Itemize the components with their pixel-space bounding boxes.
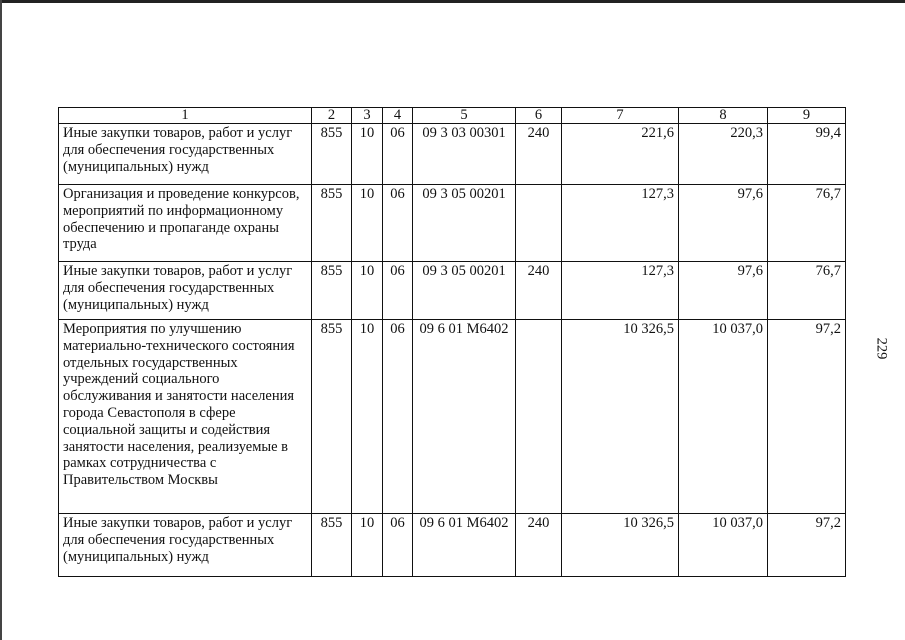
- cell-expense-type: 240: [516, 262, 562, 320]
- cell-target-article: 09 3 05 00201: [413, 262, 516, 320]
- cell-expense-type: [516, 185, 562, 262]
- row-name: Иные закупки товаров, работ и услуг для обеспечения государственных (муниципальных) нужд: [59, 262, 312, 320]
- cell-target-article: 09 3 03 00301: [413, 124, 516, 185]
- table-row: [59, 124, 846, 185]
- cell-planned: 221,6: [562, 124, 679, 185]
- cell-planned: 127,3: [562, 262, 679, 320]
- page-number: 229: [873, 337, 890, 360]
- cell-target-article: 09 6 01 М6402: [413, 514, 516, 577]
- cell-expense-type: 240: [516, 124, 562, 185]
- cell-planned: 127,3: [562, 185, 679, 262]
- row-name: Иные закупки товаров, работ и услуг для обеспечения государственных (муниципальных) нужд: [59, 514, 312, 577]
- cell-percent: 97,2: [768, 320, 846, 514]
- cell-subsection: 06: [383, 514, 413, 577]
- table-row: [59, 514, 846, 577]
- table-row: [59, 262, 846, 320]
- cell-percent: 99,4: [768, 124, 846, 185]
- cell-percent: 76,7: [768, 185, 846, 262]
- cell-subsection: 06: [383, 320, 413, 514]
- cell-percent: 97,2: [768, 514, 846, 577]
- scan-top-edge: [0, 0, 905, 3]
- table-header-row: [59, 108, 846, 124]
- scan-left-edge: [0, 0, 2, 640]
- cell-section: 10: [352, 320, 383, 514]
- cell-target-article: 09 3 05 00201: [413, 185, 516, 262]
- row-name: Мероприятия по улучшению материально-технического состояния отдельных государственных учреждений социального обслуживания и занятости населения города Севастополя в сфере социальной защиты и содействия занятости населения, реализуемые в рамках сотрудничества с Правительством Москвы: [59, 320, 312, 514]
- cell-executed: 10 037,0: [679, 320, 768, 514]
- cell-planned: 10 326,5: [562, 514, 679, 577]
- cell-executed: 97,6: [679, 262, 768, 320]
- cell-ministry-code: 855: [312, 124, 352, 185]
- cell-target-article: 09 6 01 М6402: [413, 320, 516, 514]
- header-cell-4: 4: [383, 108, 413, 124]
- cell-section: 10: [352, 124, 383, 185]
- cell-planned: 10 326,5: [562, 320, 679, 514]
- header-cell-1: 1: [59, 108, 312, 124]
- row-name: Организация и проведение конкурсов, мероприятий по информационному обеспечению и пропаганде охраны труда: [59, 185, 312, 262]
- header-cell-8: 8: [679, 108, 768, 124]
- header-cell-2: 2: [312, 108, 352, 124]
- cell-subsection: 06: [383, 124, 413, 185]
- table-row: [59, 320, 846, 514]
- cell-subsection: 06: [383, 185, 413, 262]
- cell-expense-type: 240: [516, 514, 562, 577]
- cell-section: 10: [352, 185, 383, 262]
- cell-section: 10: [352, 514, 383, 577]
- cell-expense-type: [516, 320, 562, 514]
- cell-subsection: 06: [383, 262, 413, 320]
- cell-ministry-code: 855: [312, 514, 352, 577]
- table-row: [59, 185, 846, 262]
- header-cell-7: 7: [562, 108, 679, 124]
- cell-ministry-code: 855: [312, 185, 352, 262]
- cell-ministry-code: 855: [312, 262, 352, 320]
- cell-executed: 220,3: [679, 124, 768, 185]
- budget-table: [58, 107, 846, 577]
- cell-percent: 76,7: [768, 262, 846, 320]
- cell-executed: 97,6: [679, 185, 768, 262]
- header-cell-3: 3: [352, 108, 383, 124]
- cell-ministry-code: 855: [312, 320, 352, 514]
- row-name: Иные закупки товаров, работ и услуг для обеспечения государственных (муниципальных) нужд: [59, 124, 312, 185]
- header-cell-6: 6: [516, 108, 562, 124]
- header-cell-5: 5: [413, 108, 516, 124]
- cell-section: 10: [352, 262, 383, 320]
- header-cell-9: 9: [768, 108, 846, 124]
- cell-executed: 10 037,0: [679, 514, 768, 577]
